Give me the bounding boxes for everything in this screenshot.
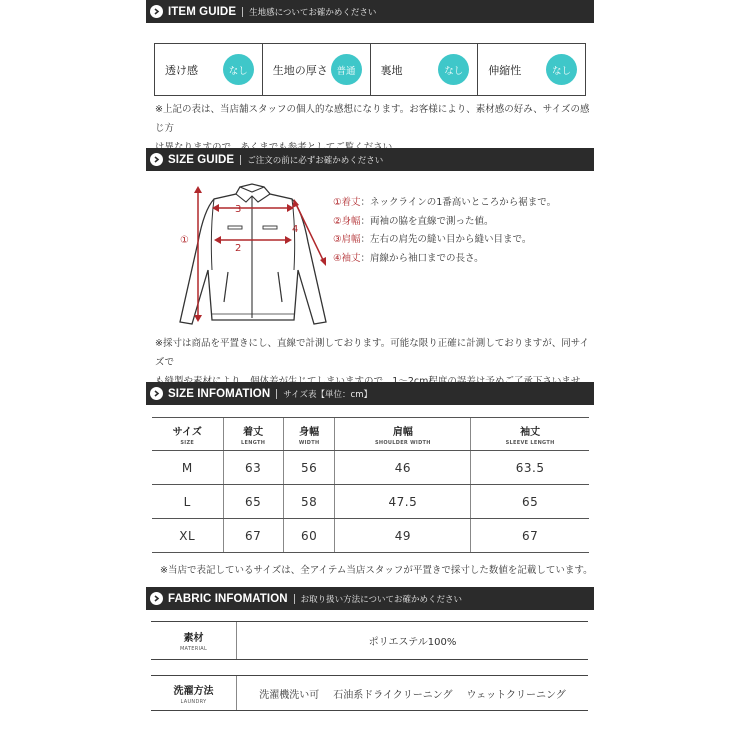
arrow-down-icon: [194, 315, 202, 322]
header-en: SIZE: [180, 439, 195, 446]
laundry-value: [237, 676, 588, 710]
guide-label: 生地の厚さ: [272, 63, 328, 77]
material-row: [151, 621, 588, 660]
table-row: [152, 519, 589, 553]
size-guide-header: [146, 148, 594, 171]
table-cell: 47.5: [335, 485, 471, 519]
item-guide-header: [146, 0, 594, 23]
guide-badge: なし: [438, 54, 469, 85]
size-info-title: SIZE INFOMATION: [168, 387, 271, 400]
divider: [242, 7, 243, 17]
header-en: LENGTH: [241, 439, 266, 446]
legend-item: [333, 213, 556, 232]
chevron-right-icon: [150, 5, 163, 18]
laundry-text: 洗濯機洗い可: [259, 689, 320, 701]
guide-label: 伸縮性: [488, 63, 522, 77]
table-cell: 46: [335, 451, 471, 485]
size-table: [152, 417, 589, 553]
table-row: [152, 485, 589, 519]
size-info-header: [146, 382, 594, 405]
table-cell: 67: [471, 519, 589, 553]
legend-item: [333, 194, 556, 213]
material-value: [237, 622, 588, 659]
guide-badge: なし: [546, 54, 577, 85]
jacket-outline: [180, 184, 326, 324]
table-cell: M: [152, 451, 223, 485]
measure-legend: [333, 194, 556, 268]
size-guide-title: SIZE GUIDE: [168, 153, 235, 166]
material-label-en: MATERIAL: [179, 646, 208, 652]
measure-number: 2: [235, 243, 242, 254]
note-line: ※上記の表は、当店舗スタッフの個人的な感想になります。お客様により、素材感の好み、サイズの感じ方: [155, 104, 590, 134]
legend-text: ：肩線から袖口までの長さ。: [360, 252, 484, 264]
legend-number: ②: [333, 215, 342, 227]
table-cell: L: [152, 485, 223, 519]
legend-item: [333, 250, 556, 269]
divider: [276, 389, 277, 399]
measure-number: 4: [292, 224, 299, 235]
fabric-info-subtitle: お取り扱い方法についてお確かめください: [300, 594, 463, 605]
header-ja: 身幅: [299, 426, 320, 438]
laundry-text: ウェットクリーニング: [466, 689, 566, 701]
guide-cell-stretch: [478, 44, 585, 95]
header-ja: 肩幅: [392, 426, 413, 438]
laundry-label-en: LAUNDRY: [180, 698, 207, 705]
legend-number: ④: [333, 252, 342, 264]
fabric-info-header: [146, 587, 594, 610]
table-cell: 65: [223, 485, 283, 519]
table-cell: 56: [283, 451, 335, 485]
fabric-info-title: FABRIC INFOMATION: [168, 592, 288, 605]
column-header: [152, 418, 223, 451]
laundry-row: [151, 675, 588, 711]
divider: [294, 594, 295, 604]
table-cell: 60: [283, 519, 335, 553]
table-cell: 63.5: [471, 451, 589, 485]
column-header: [283, 418, 335, 451]
size-info-note: ※当店で表記しているサイズは、全アイテム当店スタッフが平置きで採寸した数値を記載しています。: [160, 565, 593, 576]
legend-key: 袖丈: [341, 252, 361, 264]
chevron-right-icon: [150, 387, 163, 400]
note-line: ※採寸は商品を平置きにし、直線で計測しております。可能な限り正確に計測しておりますが、同サイズで: [155, 338, 590, 368]
legend-key: 身幅: [341, 215, 361, 227]
legend-text: ：ネックラインの1番高いところから裾まで。: [360, 197, 557, 208]
chevron-right-icon: [150, 592, 163, 605]
table-cell: 63: [223, 451, 283, 485]
column-header: [471, 418, 589, 451]
size-guide-subtitle: ご注文の前に必ずお確かめください: [247, 155, 384, 166]
item-guide-table: [154, 43, 586, 96]
guide-cell-transparency: [155, 44, 263, 95]
legend-key: 着丈: [341, 197, 361, 208]
guide-badge: 普通: [331, 54, 362, 85]
table-cell: 65: [471, 485, 589, 519]
laundry-text: 石油系ドライクリーニング: [333, 689, 453, 701]
column-header: [223, 418, 283, 451]
guide-cell-thickness: [263, 44, 371, 95]
material-label-ja: 素材: [183, 633, 204, 644]
header-ja: 袖丈: [520, 426, 541, 438]
guide-cell-lining: [371, 44, 479, 95]
header-en: WIDTH: [298, 439, 320, 446]
arrow-up-icon: [194, 186, 202, 193]
legend-number: ③: [333, 234, 342, 245]
header-en: SHOULDER WIDTH: [374, 439, 431, 446]
table-cell: 67: [223, 519, 283, 553]
legend-text: ：両袖の脇を直線で測った値。: [360, 215, 494, 227]
chevron-right-icon: [150, 153, 163, 166]
measure-number: 3: [235, 204, 242, 215]
legend-number: ①: [333, 197, 342, 208]
item-guide-subtitle: 生地感についてお確かめください: [249, 7, 377, 18]
header-ja: サイズ: [172, 426, 202, 438]
column-header: [335, 418, 471, 451]
jacket-diagram: [166, 180, 341, 330]
size-info-subtitle: サイズ表【単位：cm】: [283, 389, 373, 400]
guide-badge: なし: [223, 54, 254, 85]
divider: [240, 155, 241, 165]
size-table-header-row: [152, 418, 589, 451]
material-header: [151, 622, 237, 659]
guide-label: 透け感: [165, 63, 198, 77]
table-cell: XL: [152, 519, 223, 553]
table-cell: 49: [335, 519, 471, 553]
laundry-label-ja: 洗濯方法: [173, 685, 214, 697]
material-text: ポリエステル100%: [368, 637, 457, 648]
header-en: SLEEVE LENGTH: [505, 439, 555, 446]
legend-text: ：左右の肩先の縫い目から縫い目まで。: [360, 234, 532, 245]
header-ja: 着丈: [243, 426, 264, 438]
legend-item: [333, 231, 556, 250]
guide-label: 裏地: [380, 63, 403, 77]
measure-number: ①: [180, 235, 189, 246]
table-cell: 58: [283, 485, 335, 519]
item-guide-title: ITEM GUIDE: [168, 5, 237, 18]
laundry-header: [151, 676, 237, 710]
table-row: [152, 451, 589, 485]
legend-key: 肩幅: [341, 234, 361, 245]
